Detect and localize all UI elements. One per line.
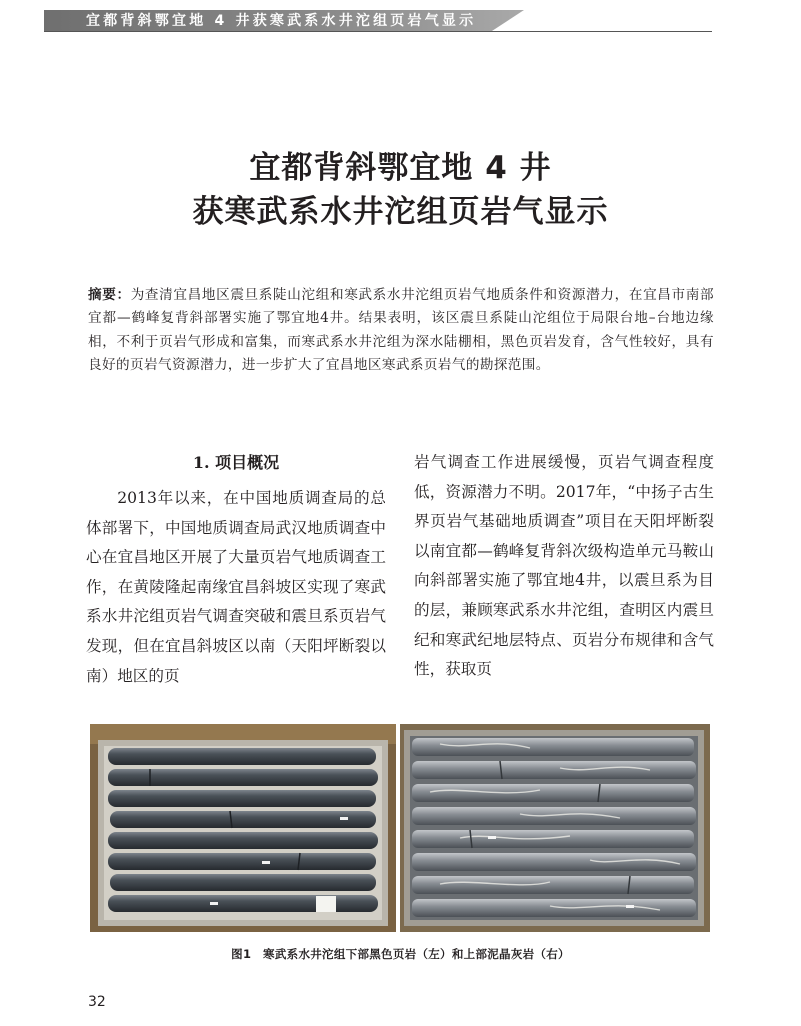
abstract-label: 摘要： xyxy=(88,287,131,303)
right-column-text: 岩气调查工作进展缓慢，页岩气调查程度低，资源潜力不明。2017年，“中扬子古生界页岩气基础地质调查”项目在天阳坪断裂以南宜都—鹤峰复背斜次级构造单元马鞍山向斜部署实施了鄂宜地4井，以震旦系为目的层，兼顾寒武系水井沱组，查明区内震旦纪和寒武纪地层特点、页岩分布规律和含气性，获取页 xyxy=(414,453,714,679)
abstract xyxy=(88,284,714,378)
running-title: 宜都背斜鄂宜地 4 井获寒武系水井沱组页岩气显示 xyxy=(86,13,477,29)
figure-caption: 图1 寒武系水井沱组下部黑色页岩（左）和上部泥晶灰岩（右） xyxy=(231,947,570,961)
header-rule xyxy=(44,31,712,32)
abstract-text: 为查清宜昌地区震旦系陡山沱组和寒武系水井沱组页岩气地质条件和资源潜力，在宜昌市南部宜都—鹤峰复背斜部署实施了鄂宜地4井。结果表明，该区震旦系陡山沱组位于局限台地–台地边缘相，不利于页岩气形成和富集，而寒武系水井沱组为深水陆棚相，黑色页岩发育，含气性较好，具有良好的页岩气资源潜力，进一步扩大了宜昌地区寒武系页岩气的勘探范围。 xyxy=(88,287,714,374)
black-shale-core-image xyxy=(90,724,396,932)
section-heading: 1. 项目概况 xyxy=(192,453,280,472)
page-number: 32 xyxy=(88,994,106,1010)
black-shale-core-photo xyxy=(90,724,396,932)
article-title-line1: 宜都背斜鄂宜地 4 井 xyxy=(249,150,552,186)
left-column-text: 2013年以来，在中国地质调查局的总体部署下，中国地质调查局武汉地质调查中心在宜昌地区开展了大量页岩气地质调查工作，在黄陵隆起南缘宜昌斜坡区实现了寒武系水井沱组页岩气调查突破和震旦系页岩气发现，但在宜昌斜坡区以南（天阳坪断裂以南）地区的页 xyxy=(86,489,386,685)
limestone-core-photo xyxy=(400,724,710,932)
article-title-line2: 获寒武系水井沱组页岩气显示 xyxy=(192,194,609,230)
left-column xyxy=(86,448,386,691)
limestone-core-image xyxy=(400,724,710,932)
right-column xyxy=(414,448,714,685)
